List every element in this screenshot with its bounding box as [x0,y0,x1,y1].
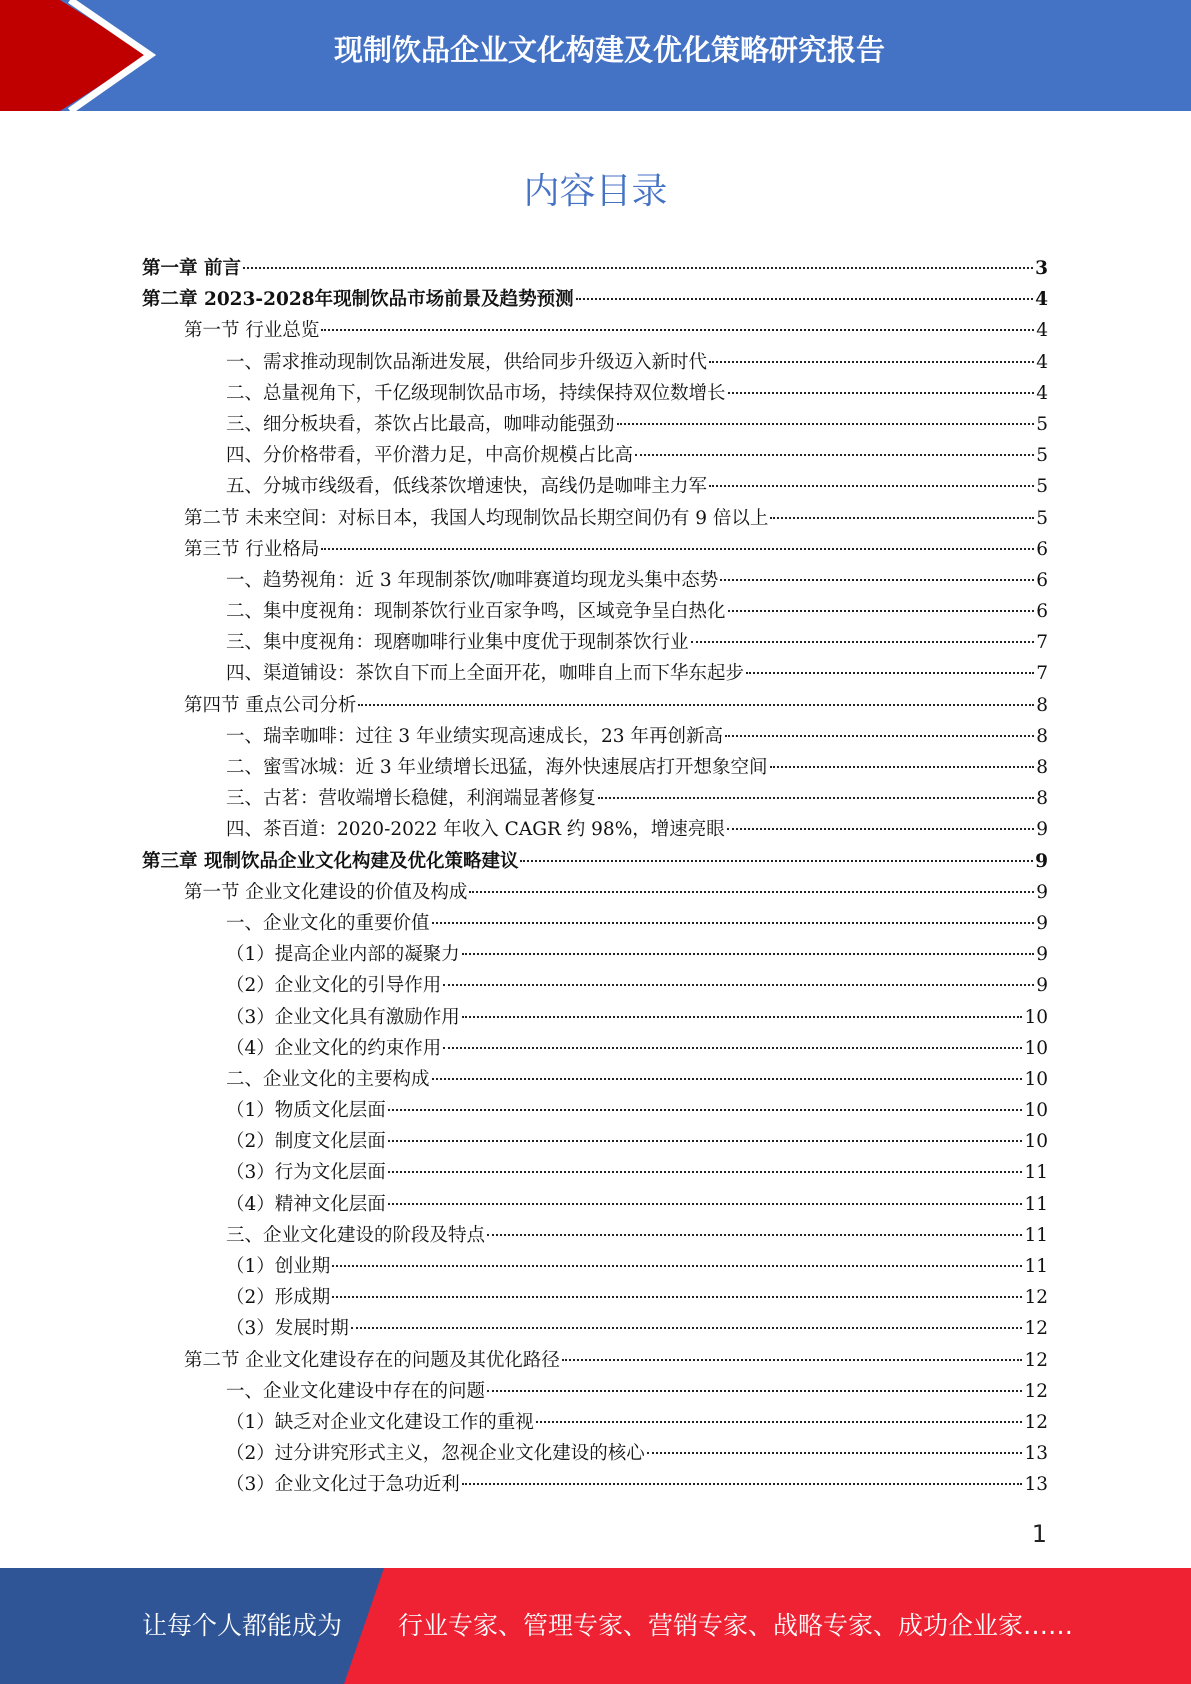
toc-leader-dots [332,1265,1022,1267]
toc-leader-dots [469,891,1034,893]
toc-entry-page: 5 [1036,445,1048,467]
toc-leader-dots [728,392,1035,394]
toc-entry[interactable] [142,1095,1048,1126]
toc-leader-dots [332,1296,1022,1298]
toc-entry-title: （3）行为文化层面 [226,1162,386,1184]
toc-entry[interactable] [142,1189,1048,1220]
toc-leader-dots [709,361,1034,363]
toc-entry[interactable] [142,471,1048,502]
toc-entry-page: 8 [1036,725,1048,747]
toc-entry-page: 5 [1036,413,1048,435]
toc-entry-title: 三、古茗：营收端增长稳健，利润端显著修复 [226,788,597,810]
toc-leader-dots [487,1390,1022,1392]
toc-entry-title: （1）提高企业内部的凝聚力 [226,944,460,966]
toc-entry-page: 7 [1036,663,1048,685]
toc-entry[interactable] [142,284,1048,315]
toc-entry[interactable] [142,627,1048,658]
toc-entry-page: 13 [1024,1474,1048,1496]
table-of-contents [142,253,1048,1501]
toc-entry-title: （4）企业文化的约束作用 [226,1037,442,1059]
toc-entry[interactable] [142,378,1048,409]
toc-leader-dots [351,1327,1023,1329]
toc-entry-page: 4 [1036,320,1048,342]
toc-entry-title: 三、企业文化建设的阶段及特点 [226,1224,486,1246]
toc-entry-title: （2）企业文化的引导作用 [226,975,442,997]
toc-entry[interactable] [142,939,1048,970]
toc-entry-title: （4）精神文化层面 [226,1193,386,1215]
toc-entry-page: 12 [1024,1349,1048,1371]
toc-entry[interactable] [142,877,1048,908]
toc-entry-title: 第二节 企业文化建设存在的问题及其优化路径 [184,1349,560,1371]
footer-slogan-left: 让每个人都能成为 [142,1611,343,1640]
toc-leader-dots [358,704,1034,706]
toc-entry[interactable] [142,721,1048,752]
toc-entry[interactable] [142,1033,1048,1064]
toc-leader-dots [770,766,1035,768]
toc-entry-title: 二、企业文化的主要构成 [226,1068,430,1090]
toc-leader-dots [520,860,1033,862]
toc-entry-title: 二、总量视角下，千亿级现制饮品市场，持续保持双位数增长 [226,382,726,404]
toc-entry[interactable] [142,253,1048,284]
toc-entry-title: （3）企业文化具有激励作用 [226,1006,460,1028]
toc-entry[interactable] [142,846,1048,877]
toc-entry-page: 9 [1035,850,1048,872]
toc-entry-page: 9 [1036,944,1048,966]
toc-entry-page: 3 [1035,258,1048,279]
toc-entry-page: 11 [1024,1162,1048,1184]
toc-leader-dots [746,672,1034,674]
toc-leader-dots [462,1016,1023,1018]
toc-entry-title: 二、蜜雪冰城：近 3 年业绩增长迅猛，海外快速展店打开想象空间 [226,757,768,778]
toc-leader-dots [462,953,1034,955]
toc-entry-page: 5 [1036,476,1048,498]
toc-entry-title: 三、集中度视角：现磨咖啡行业集中度优于现制茶饮行业 [226,632,689,654]
toc-entry-title: 一、企业文化的重要价值 [226,912,430,934]
toc-entry[interactable] [142,1438,1048,1469]
toc-leader-dots [598,797,1034,799]
toc-entry[interactable] [142,409,1048,440]
toc-entry[interactable] [142,690,1048,721]
toc-entry-page: 4 [1036,351,1048,373]
toc-entry-page: 11 [1024,1224,1048,1246]
toc-entry-title: 第一节 企业文化建设的价值及构成 [184,881,468,903]
toc-entry[interactable] [142,347,1048,378]
toc-entry-page: 9 [1036,819,1048,841]
toc-entry[interactable] [142,908,1048,939]
toc-entry-title: 一、趋势视角：近 3 年现制茶饮/咖啡赛道均现龙头集中态势 [226,569,719,591]
toc-leader-dots [728,610,1035,612]
toc-entry-page: 10 [1024,1100,1048,1122]
toc-leader-dots [487,1234,1022,1236]
toc-entry[interactable] [142,1251,1048,1282]
toc-leader-dots [462,1483,1023,1485]
toc-entry[interactable] [142,1126,1048,1157]
toc-entry-title: 第二章 2023-2028年现制饮品市场前景及趋势预测 [142,289,574,311]
toc-leader-dots [725,735,1034,737]
toc-entry-title: 五、分城市线级看，低线茶饮增速快，高线仍是咖啡主力军 [226,476,708,498]
toc-leader-dots [647,1452,1023,1454]
page-number: 1 [1031,1520,1047,1548]
toc-entry[interactable] [142,503,1048,534]
toc-entry-page: 4 [1035,289,1048,311]
toc-entry-title: （1）物质文化层面 [226,1100,386,1122]
toc-entry-page: 8 [1036,757,1048,778]
toc-leader-dots [691,641,1035,643]
toc-entry[interactable] [142,1282,1048,1313]
toc-entry-title: 第三节 行业格局 [184,538,320,560]
toc-entry-title: 四、茶百道：2020-2022 年收入 CAGR 约 98%，增速亮眼 [226,819,725,841]
toc-entry-title: 一、瑞幸咖啡：过往 3 年业绩实现高速成长，23 年再创新高 [226,725,723,747]
toc-entry[interactable] [142,440,1048,471]
toc-leader-dots [388,1140,1023,1142]
toc-leader-dots [709,485,1034,487]
toc-entry-page: 13 [1024,1443,1048,1465]
toc-leader-dots [443,984,1034,986]
footer-slogan-right: 行业专家、管理专家、营销专家、战略专家、成功企业家…… [398,1611,1074,1640]
toc-entry-title: 第一章 前言 [142,258,241,279]
toc-leader-dots [388,1109,1023,1111]
toc-entry-page: 4 [1036,382,1048,404]
toc-entry-title: 一、企业文化建设中存在的问题 [226,1380,486,1402]
toc-entry-title: 三、细分板块看，茶饮占比最高，咖啡动能强劲 [226,413,615,435]
toc-entry-page: 6 [1036,538,1048,560]
toc-entry[interactable] [142,1376,1048,1407]
toc-leader-dots [617,423,1035,425]
toc-leader-dots [243,267,1033,269]
toc-entry[interactable] [142,1220,1048,1251]
toc-entry[interactable] [142,658,1048,689]
toc-leader-dots [388,1171,1023,1173]
toc-entry-title: 四、分价格带看，平价潜力足，中高价规模占比高 [226,445,634,467]
toc-entry-page: 8 [1036,694,1048,716]
toc-leader-dots [432,1078,1023,1080]
toc-leader-dots [432,922,1035,924]
toc-entry[interactable] [142,752,1048,783]
toc-entry[interactable] [142,534,1048,565]
toc-entry-title: （2）制度文化层面 [226,1131,386,1153]
toc-entry-page: 10 [1024,1068,1048,1090]
toc-entry-page: 12 [1024,1318,1048,1340]
toc-entry-page: 12 [1024,1380,1048,1402]
toc-entry-page: 10 [1024,1037,1048,1059]
toc-entry-page: 12 [1024,1287,1048,1309]
toc-entry[interactable] [142,1407,1048,1438]
toc-entry[interactable] [142,783,1048,814]
report-title: 现制饮品企业文化构建及优化策略研究报告 [333,33,885,67]
toc-entry-title: 一、需求推动现制饮品渐进发展，供给同步升级迈入新时代 [226,351,708,373]
footer-banner [0,1568,1191,1684]
toc-entry-page: 9 [1036,912,1048,934]
toc-leader-dots [720,579,1034,581]
toc-leader-dots [443,1047,1022,1049]
toc-entry-title: 第二节 未来空间：对标日本，我国人均现制饮品长期空间仍有 9 倍以上 [184,507,769,529]
toc-entry-page: 7 [1036,632,1048,654]
toc-entry-page: 11 [1024,1193,1048,1215]
toc-entry-page: 9 [1036,881,1048,903]
toc-entry-title: 第三章 现制饮品企业文化构建及优化策略建议 [142,850,519,872]
toc-entry-title: （2）形成期 [226,1287,331,1309]
toc-entry[interactable] [142,1002,1048,1033]
toc-entry[interactable] [142,596,1048,627]
toc-leader-dots [388,1203,1023,1205]
toc-entry[interactable] [142,1064,1048,1095]
toc-leader-dots [635,454,1034,456]
toc-entry[interactable] [142,1157,1048,1188]
toc-entry-page: 11 [1024,1256,1048,1277]
toc-entry-page: 10 [1024,1131,1048,1153]
toc-entry-title: 第一节 行业总览 [184,320,320,342]
header-banner [0,0,1191,111]
toc-entry[interactable] [142,565,1048,596]
toc-entry-title: 四、渠道铺设：茶饮自下而上全面开花，咖啡自上而下华东起步 [226,663,745,685]
toc-entry-page: 10 [1024,1006,1048,1028]
toc-entry-title: 第四节 重点公司分析 [184,694,357,716]
toc-leader-dots [770,517,1034,519]
toc-entry-title: （3）企业文化过于急功近利 [226,1474,460,1496]
toc-entry-page: 6 [1036,569,1048,591]
toc-entry-page: 8 [1036,788,1048,810]
toc-entry-page: 12 [1024,1411,1048,1433]
toc-leader-dots [321,329,1034,331]
toc-entry-title: （3）发展时期 [226,1318,349,1340]
toc-entry[interactable] [142,814,1048,845]
toc-heading: 内容目录 [523,171,668,212]
toc-entry[interactable] [142,315,1048,346]
toc-entry-page: 9 [1036,975,1048,997]
toc-entry-title: 二、集中度视角：现制茶饮行业百家争鸣，区域竞争呈白热化 [226,601,726,623]
toc-entry[interactable] [142,1313,1048,1344]
toc-entry-page: 6 [1036,601,1048,623]
toc-entry-title: （1）缺乏对企业文化建设工作的重视 [226,1411,534,1433]
toc-entry-page: 5 [1036,507,1048,529]
toc-leader-dots [321,548,1034,550]
toc-entry[interactable] [142,970,1048,1001]
toc-leader-dots [576,298,1034,300]
toc-entry[interactable] [142,1469,1048,1500]
toc-leader-dots [536,1421,1023,1423]
toc-entry[interactable] [142,1345,1048,1376]
toc-entry-title: （1）创业期 [226,1256,331,1277]
toc-entry-title: （2）过分讲究形式主义，忽视企业文化建设的核心 [226,1443,645,1465]
toc-leader-dots [562,1359,1023,1361]
toc-leader-dots [727,828,1034,830]
